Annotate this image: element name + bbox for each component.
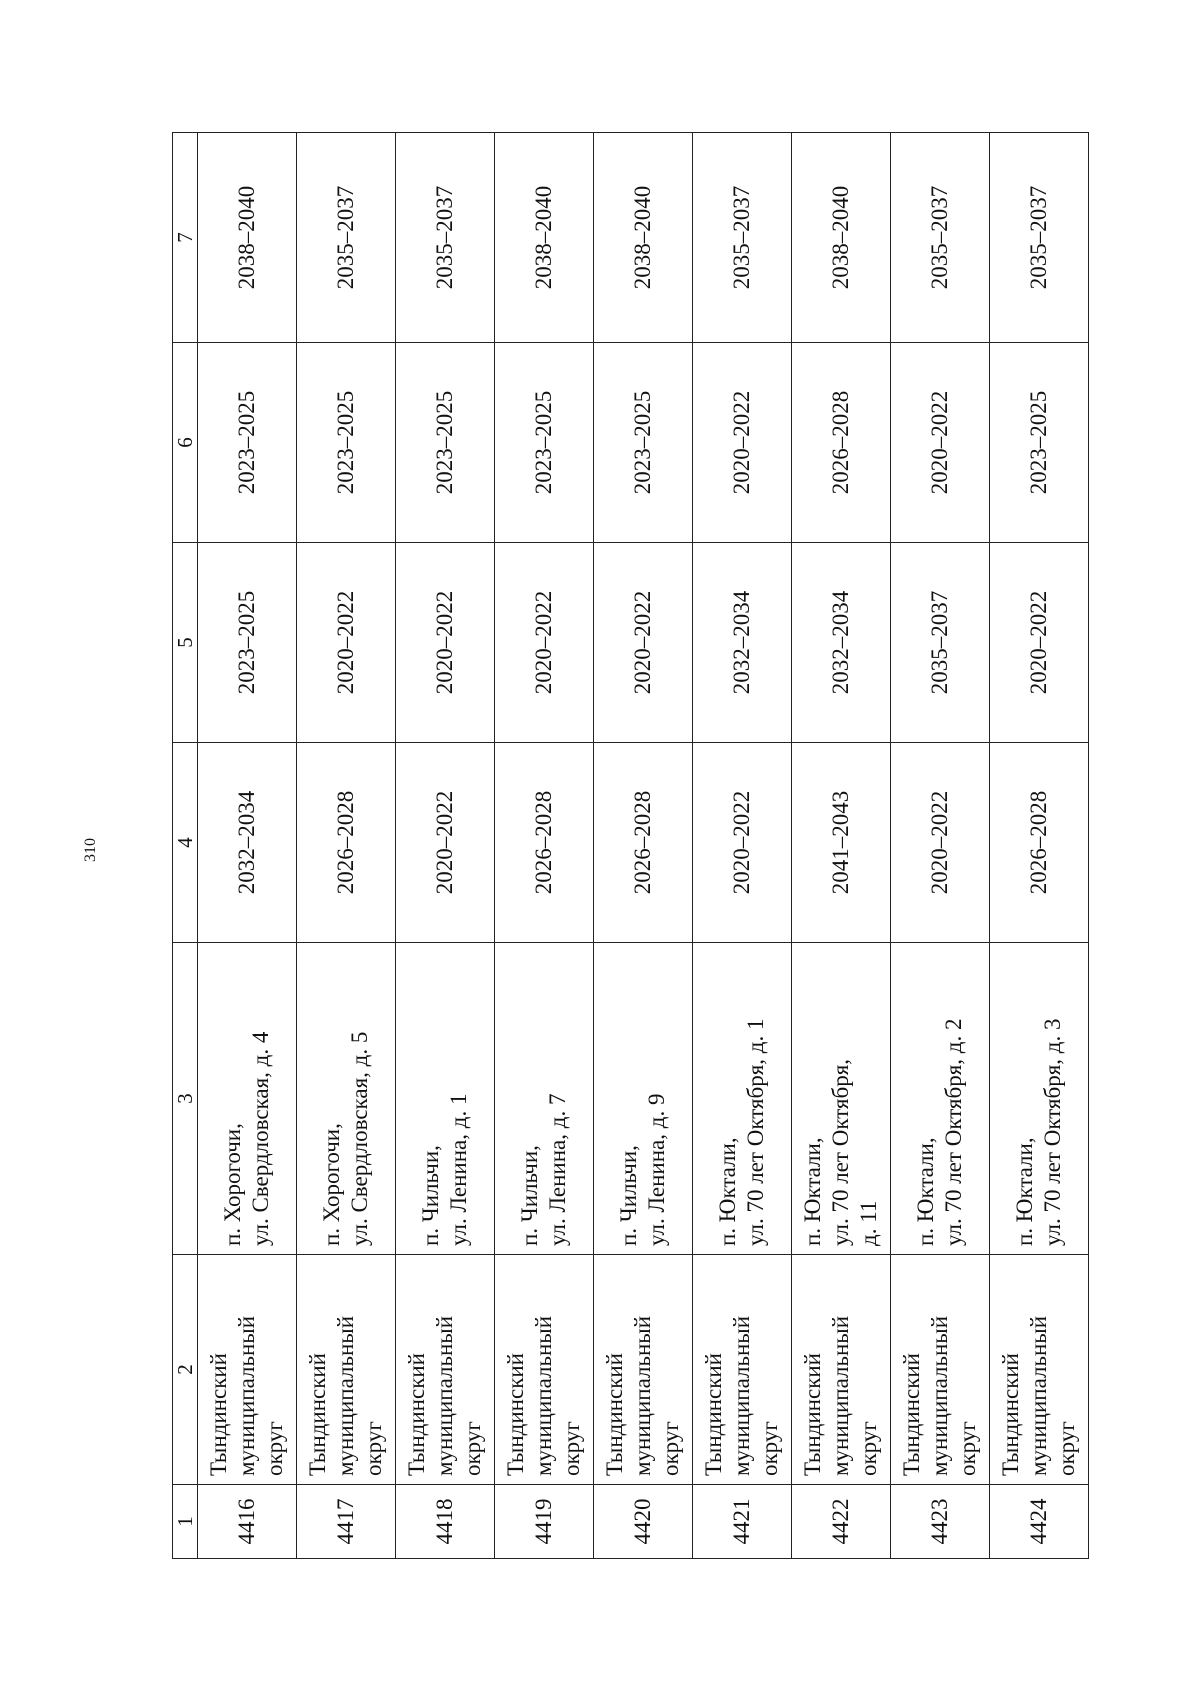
period-cell-c7: 2038–2040: [198, 133, 297, 343]
cell-line: п. Чильчи,: [418, 1145, 443, 1246]
period-cell-c4: 2032–2034: [198, 743, 297, 943]
address-cell: [396, 943, 495, 1255]
schedule-table: [172, 132, 1089, 1559]
address-cell: [495, 943, 594, 1255]
header-row: [173, 133, 198, 1559]
address-cell: [693, 943, 792, 1255]
period-cell-c4: 2020–2022: [396, 743, 495, 943]
cell-line: округ: [559, 1421, 584, 1476]
period-cell-c6: 2023–2025: [495, 343, 594, 543]
cell-line: ул. Ленина, д. 7: [545, 1093, 570, 1246]
cell-line: п. Юктали,: [913, 1137, 938, 1246]
district-cell: [693, 1255, 792, 1485]
cell-line: муниципальный: [234, 1315, 259, 1476]
table-row: [396, 133, 495, 1559]
period-cell-c7: 2035–2037: [297, 133, 396, 343]
table-body: [173, 133, 1089, 1559]
period-cell-c7: 2035–2037: [396, 133, 495, 343]
header-cell: 1: [173, 1485, 198, 1559]
address-cell: [594, 943, 693, 1255]
period-cell-c7: 2035–2037: [990, 133, 1089, 343]
period-cell-c6: 2023–2025: [198, 343, 297, 543]
table-row: [198, 133, 297, 1559]
table-row: [891, 133, 990, 1559]
cell-line: Тындинский: [404, 1353, 429, 1476]
period-cell-c4: 2026–2028: [495, 743, 594, 943]
period-cell-c4: 2026–2028: [594, 743, 693, 943]
cell-line: округ: [856, 1421, 881, 1476]
cell-line: муниципальный: [828, 1315, 853, 1476]
cell-line: округ: [262, 1421, 287, 1476]
period-cell-c7: 2038–2040: [594, 133, 693, 343]
cell-line: ул. 70 лет Октября, д. 2: [941, 1018, 966, 1246]
row-number-cell: 4417: [297, 1485, 396, 1559]
table-row: [297, 133, 396, 1559]
cell-line: ул. Ленина, д. 9: [644, 1093, 669, 1246]
cell-line: п. Чильчи,: [616, 1145, 641, 1246]
period-cell-c5: 2035–2037: [891, 543, 990, 743]
period-cell-c5: 2020–2022: [990, 543, 1089, 743]
cell-line: Тындинский: [206, 1353, 231, 1476]
district-cell: [495, 1255, 594, 1485]
header-cell: 3: [173, 943, 198, 1255]
cell-line: муниципальный: [432, 1315, 457, 1476]
address-cell: [198, 943, 297, 1255]
cell-line: п. Хорогочи,: [220, 1123, 245, 1246]
period-cell-c4: 2026–2028: [297, 743, 396, 943]
row-number-cell: 4420: [594, 1485, 693, 1559]
cell-line: муниципальный: [630, 1315, 655, 1476]
address-cell: [792, 943, 891, 1255]
table-row: [990, 133, 1089, 1559]
row-number-cell: 4423: [891, 1485, 990, 1559]
row-number-cell: 4416: [198, 1485, 297, 1559]
cell-line: ул. Свердловская, д. 5: [347, 1031, 372, 1246]
cell-line: Тындинский: [899, 1353, 924, 1476]
cell-line: Тындинский: [800, 1353, 825, 1476]
period-cell-c4: 2041–2043: [792, 743, 891, 943]
table-row: [495, 133, 594, 1559]
district-cell: [891, 1255, 990, 1485]
period-cell-c7: 2035–2037: [693, 133, 792, 343]
row-number-cell: 4421: [693, 1485, 792, 1559]
period-cell-c6: 2023–2025: [396, 343, 495, 543]
period-cell-c5: 2020–2022: [495, 543, 594, 743]
cell-line: муниципальный: [927, 1315, 952, 1476]
cell-line: п. Юктали,: [800, 1137, 825, 1246]
cell-line: ул. 70 лет Октября,: [828, 1058, 853, 1246]
period-cell-c5: 2020–2022: [396, 543, 495, 743]
period-cell-c7: 2035–2037: [891, 133, 990, 343]
header-cell: 2: [173, 1255, 198, 1485]
district-cell: [792, 1255, 891, 1485]
table-row: [792, 133, 891, 1559]
cell-line: ул. 70 лет Октября, д. 3: [1040, 1018, 1065, 1246]
period-cell-c4: 2020–2022: [891, 743, 990, 943]
period-cell-c7: 2038–2040: [495, 133, 594, 343]
address-cell: [990, 943, 1089, 1255]
cell-line: муниципальный: [1026, 1315, 1051, 1476]
cell-line: ул. Ленина, д. 1: [446, 1093, 471, 1246]
district-cell: [990, 1255, 1089, 1485]
period-cell-c6: 2026–2028: [792, 343, 891, 543]
cell-line: д. 11: [856, 1200, 881, 1246]
address-cell: [297, 943, 396, 1255]
page-number: 310: [82, 838, 99, 862]
cell-line: Тындинский: [701, 1353, 726, 1476]
period-cell-c4: 2026–2028: [990, 743, 1089, 943]
cell-line: ул. 70 лет Октября, д. 1: [743, 1018, 768, 1246]
cell-line: Тындинский: [503, 1353, 528, 1476]
cell-line: Тындинский: [998, 1353, 1023, 1476]
period-cell-c6: 2020–2022: [891, 343, 990, 543]
period-cell-c5: 2023–2025: [198, 543, 297, 743]
row-number-cell: 4419: [495, 1485, 594, 1559]
cell-line: п. Чильчи,: [517, 1145, 542, 1246]
address-cell: [891, 943, 990, 1255]
header-cell: 5: [173, 543, 198, 743]
cell-line: п. Юктали,: [715, 1137, 740, 1246]
cell-line: округ: [955, 1421, 980, 1476]
period-cell-c5: 2020–2022: [297, 543, 396, 743]
cell-line: округ: [658, 1421, 683, 1476]
cell-line: ул. Свердловская, д. 4: [248, 1031, 273, 1246]
header-cell: 7: [173, 133, 198, 343]
rotated-table-wrapper: [172, 133, 1086, 1559]
table-row: [693, 133, 792, 1559]
period-cell-c5: 2032–2034: [792, 543, 891, 743]
period-cell-c6: 2020–2022: [693, 343, 792, 543]
period-cell-c5: 2032–2034: [693, 543, 792, 743]
table-row: [594, 133, 693, 1559]
district-cell: [594, 1255, 693, 1485]
cell-line: округ: [1054, 1421, 1079, 1476]
period-cell-c5: 2020–2022: [594, 543, 693, 743]
row-number-cell: 4424: [990, 1485, 1089, 1559]
cell-line: муниципальный: [333, 1315, 358, 1476]
period-cell-c7: 2038–2040: [792, 133, 891, 343]
period-cell-c6: 2023–2025: [594, 343, 693, 543]
row-number-cell: 4422: [792, 1485, 891, 1559]
header-cell: 6: [173, 343, 198, 543]
cell-line: п. Хорогочи,: [319, 1123, 344, 1246]
district-cell: [396, 1255, 495, 1485]
district-cell: [198, 1255, 297, 1485]
cell-line: Тындинский: [305, 1353, 330, 1476]
header-cell: 4: [173, 743, 198, 943]
period-cell-c6: 2023–2025: [297, 343, 396, 543]
period-cell-c6: 2023–2025: [990, 343, 1089, 543]
district-cell: [297, 1255, 396, 1485]
cell-line: Тындинский: [602, 1353, 627, 1476]
cell-line: п. Юктали,: [1012, 1137, 1037, 1246]
cell-line: округ: [361, 1421, 386, 1476]
cell-line: округ: [460, 1421, 485, 1476]
period-cell-c4: 2020–2022: [693, 743, 792, 943]
row-number-cell: 4418: [396, 1485, 495, 1559]
cell-line: муниципальный: [729, 1315, 754, 1476]
cell-line: округ: [757, 1421, 782, 1476]
cell-line: муниципальный: [531, 1315, 556, 1476]
